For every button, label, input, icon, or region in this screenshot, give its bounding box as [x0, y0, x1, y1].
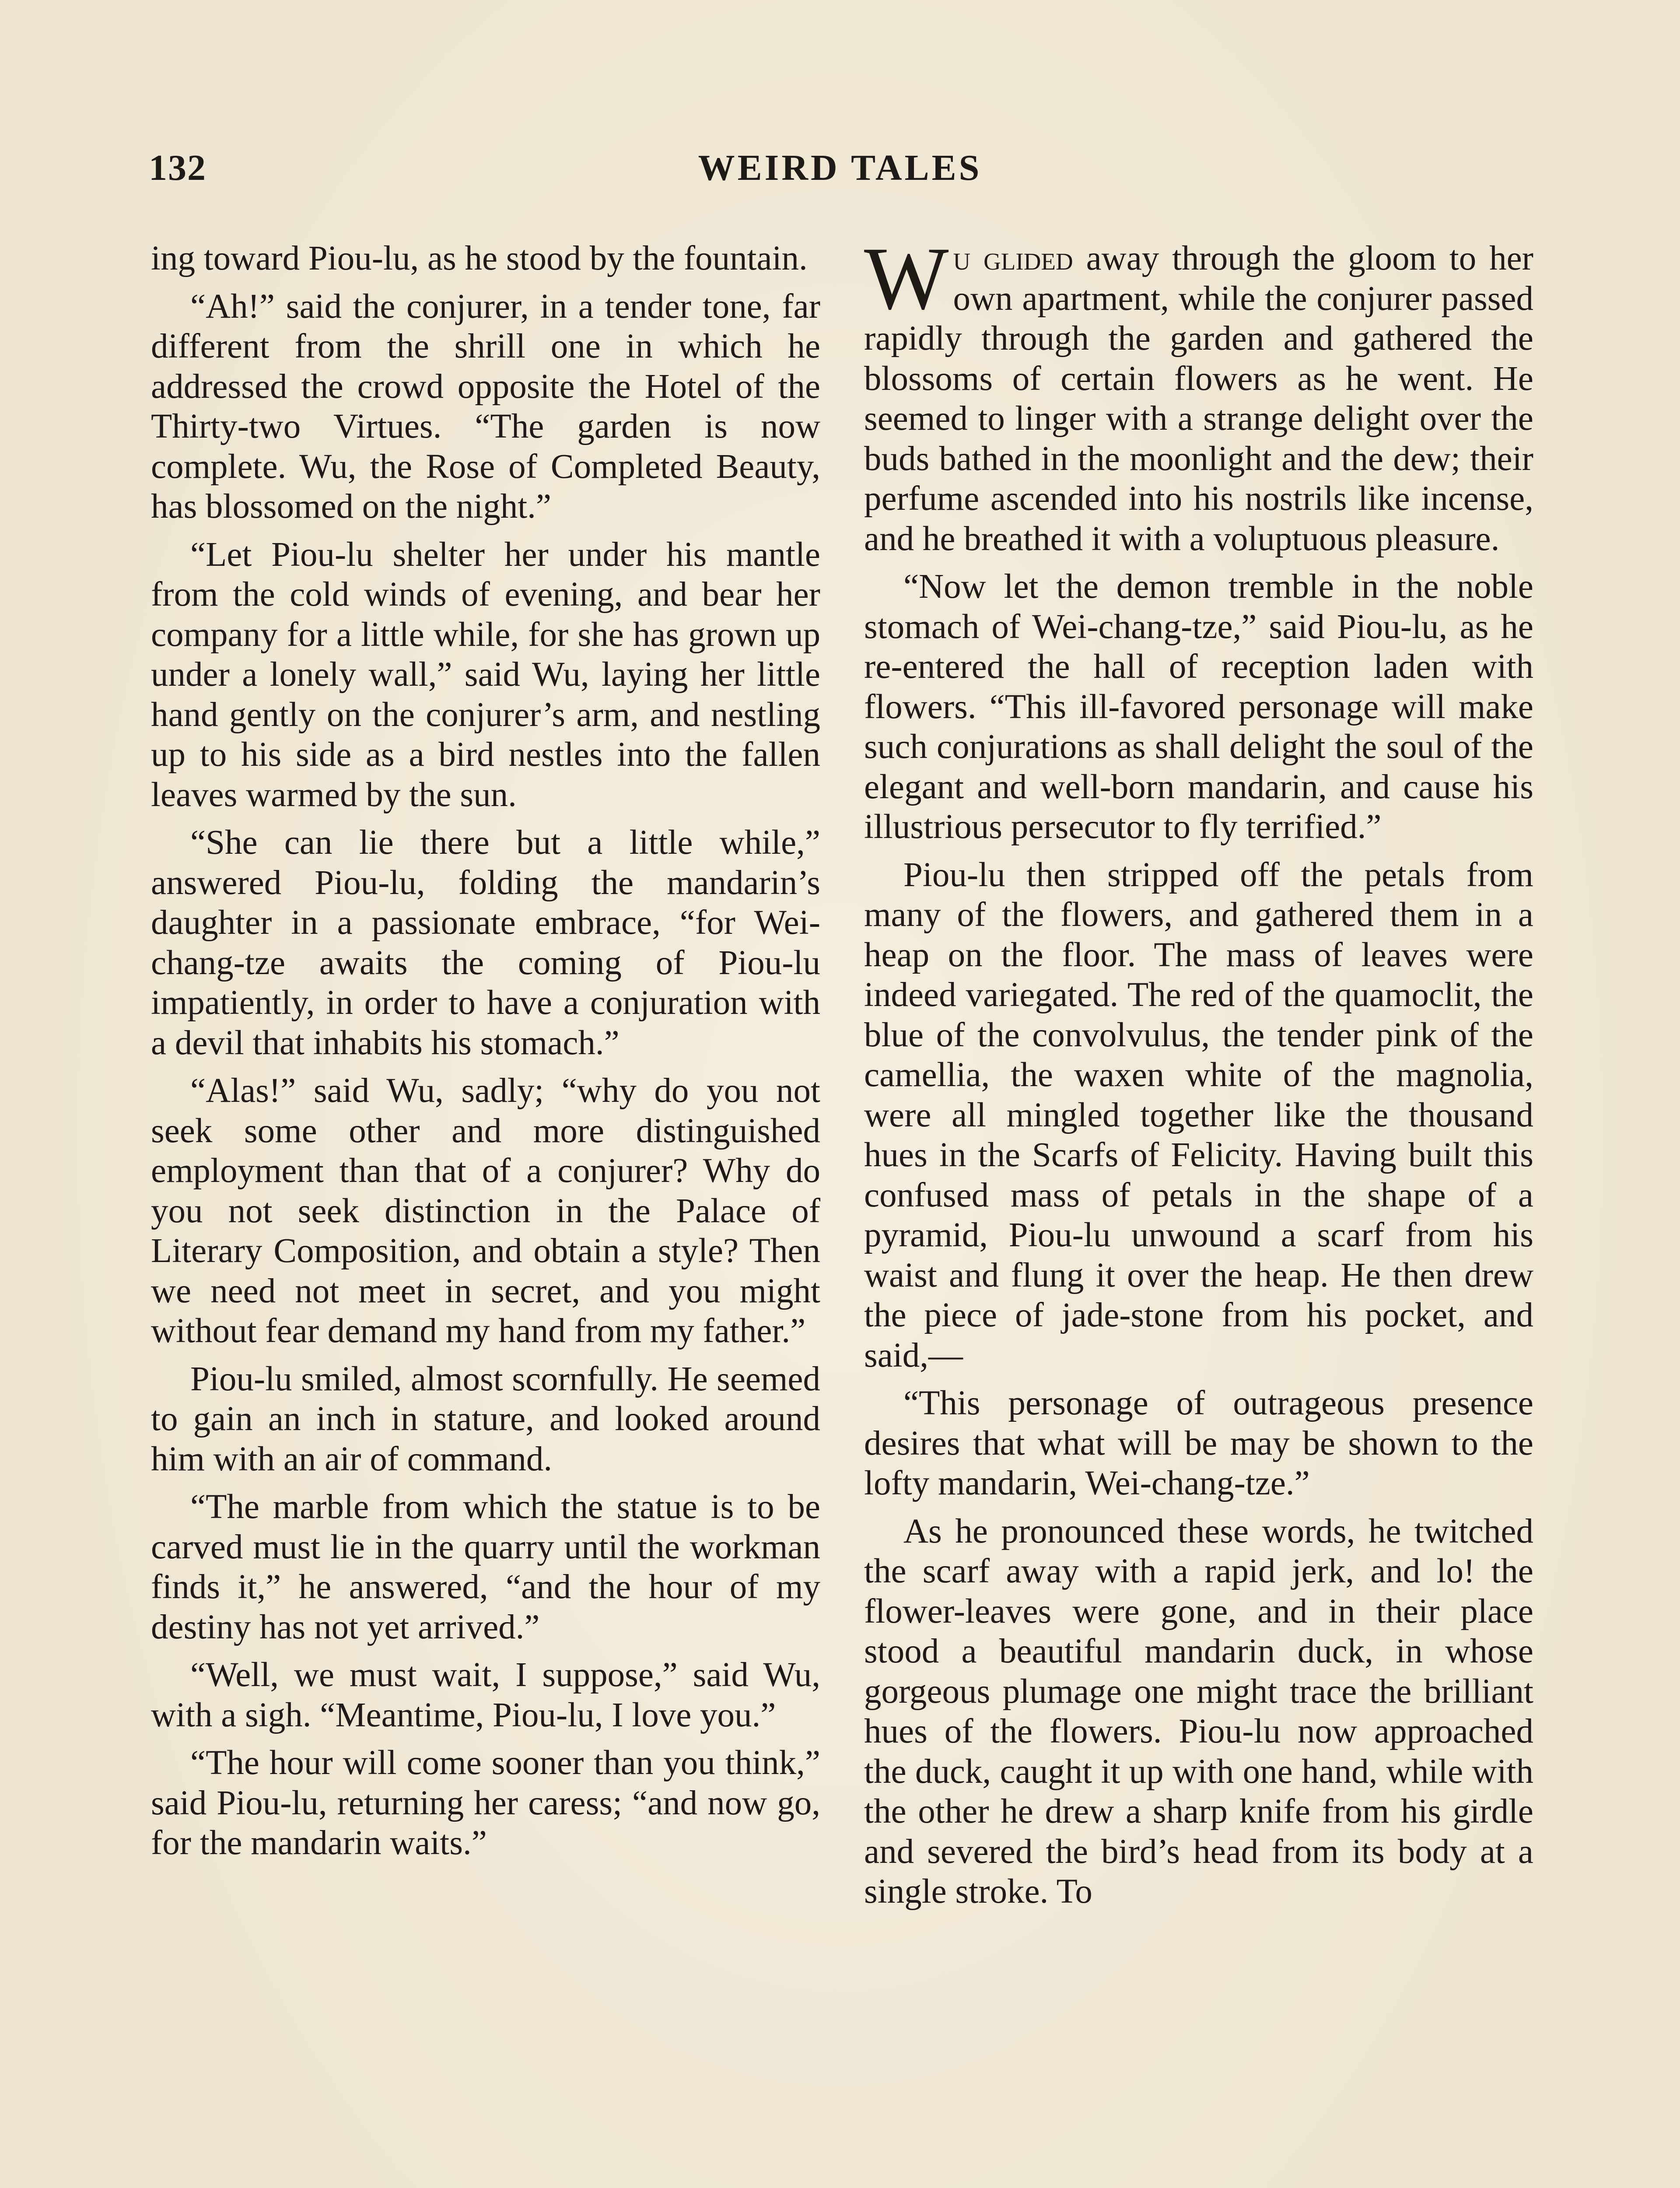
- paragraph: “The hour will come sooner than you think,” said Piou-lu, returning her caress; “and now go, for the mandarin waits.”: [151, 1744, 820, 1862]
- paragraph: Piou-lu smiled, almost scornfully. He seemed to gain an inch in stature, and looked around him with an air of command.: [151, 1360, 820, 1478]
- left-column: [151, 238, 820, 1871]
- drop-cap: W: [864, 229, 949, 328]
- lead-smallcaps: u glided: [953, 239, 1073, 277]
- paragraph: ing toward Piou-lu, as he stood by the fountain.: [151, 239, 808, 277]
- paragraph: “Alas!” said Wu, sadly; “why do you not seek some other and more distinguished employment than that of a conjurer? Why do you not seek distinction in the Palace of Literary Composition, and obtain a style? Then we need not meet in secret, and you might without fear demand my hand from my father.”: [151, 1072, 820, 1350]
- paragraph: As he pronounced these words, he twitched the scarf away with a rapid jerk, and lo! the flower-leaves were gone, and in their place stood a beautiful mandarin duck, in whose gorgeous plumage one might trace the brilliant hues of the flowers. Piou-lu now approached the duck, caught it up with one hand, while with the other he drew a sharp knife from his girdle and severed the bird’s head from its body at a single stroke. To: [864, 1512, 1533, 1911]
- paragraph: “Let Piou-lu shelter her under his mantle from the cold winds of evening, and bear her company for a little while, for she has grown up under a lonely wall,” said Wu, laying her little hand gently on the conjurer’s arm, and nestling up to his side as a bird nestles into the fallen leaves warmed by the sun.: [151, 535, 820, 814]
- paragraph: “This personage of outrageous presence desires that what will be may be shown to the lofty mandarin, Wei-chang-tze.”: [864, 1384, 1533, 1502]
- page-header: [149, 147, 1531, 195]
- paragraph: Piou-lu then stripped off the petals from many of the flowers, and gathered them in a heap on the floor. The mass of leaves were indeed variegated. The red of the quamoclit, the blue of the convolvulus, the tender pink of the camellia, the waxen white of the magnolia, were all mingled together like the thousand hues in the Scarfs of Felicity. Having built this confused mass of petals in the shape of a pyramid, Piou-lu unwound a scarf from his waist and flung it over the heap. He then drew the piece of jade-stone from his pocket, and said,—: [864, 856, 1533, 1375]
- paragraph: “The marble from which the statue is to be carved must lie in the quarry until the workman finds it,” he answered, “and the hour of my destiny has not yet arrived.”: [151, 1488, 820, 1646]
- paragraph: “Well, we must wait, I suppose,” said Wu, with a sigh. “Meantime, Piou-lu, I love you.”: [151, 1656, 820, 1734]
- page-number: 132: [149, 147, 206, 188]
- paragraph: “Ah!” said the conjurer, in a tender tone, far different from the shrill one in which he addressed the crowd opposite the Hotel of the Thirty-two Virtues. “The garden is now complete. Wu, the Rose of Completed Beauty, has blossomed on the night.”: [151, 287, 820, 526]
- lead-text: away through the gloom to her own apartment, while the conjurer passed rapidly through the garden and gathered the blossoms of certain flowers as he went. He seemed to linger with a strange delight over the buds bathed in the moonlight and the dew; their perfume ascended into his nostrils like incense, and he breathed it with a voluptuous pleasure.: [864, 239, 1533, 558]
- lead-paragraph: [864, 229, 1533, 559]
- running-title: WEIRD TALES: [698, 147, 982, 188]
- paragraph: “She can lie there but a little while,” answered Piou-lu, folding the mandarin’s daughter in a passionate embrace, “for Wei-chang-tze awaits the coming of Piou-lu impatiently, in order to have a conjuration with a devil that inhabits his stomach.”: [151, 824, 820, 1062]
- right-column: [864, 229, 1533, 1920]
- paragraph: “Now let the demon tremble in the noble stomach of Wei-chang-tze,” said Piou-lu, as he re-entered the hall of reception laden with flowers. “This ill-favored personage will make such conjurations as shall delight the soul of the elegant and well-born mandarin, and cause his illustrious persecutor to fly terrified.”: [864, 568, 1533, 846]
